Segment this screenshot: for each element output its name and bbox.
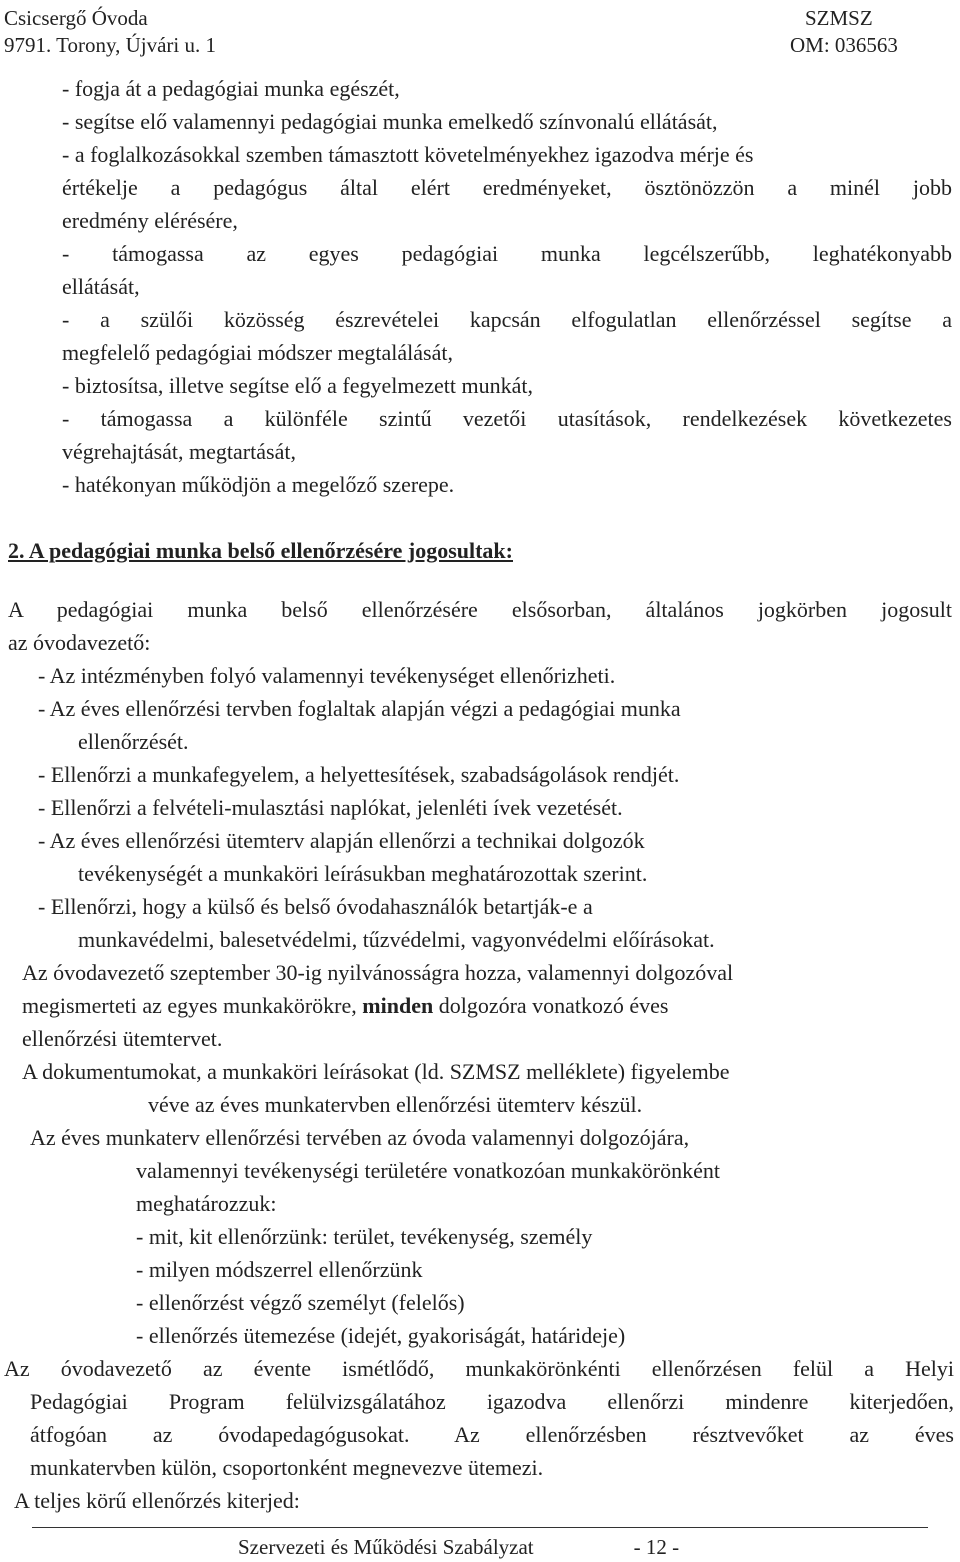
text-line: Az éves munkaterv ellenőrzési tervében az óvoda valamennyi dolgozójára,: [30, 1125, 690, 1150]
text-line: értékelje a pedagógus által elért eredményeket, ösztönözzön a minél jobb: [62, 175, 952, 200]
emphasized-word: minden: [362, 993, 434, 1018]
footer-divider: [32, 1527, 928, 1528]
list-item-continuation: munkavédelmi, balesetvédelmi, tűzvédelmi, vagyonvédelmi előírásokat.: [78, 927, 715, 952]
list-item: - Ellenőrzi, hogy a külső és belső óvodahasználók betartják-e a: [38, 894, 593, 919]
text-segment: dolgozóra vonatkozó éves: [433, 993, 669, 1018]
list-item: - Az intézményben folyó valamennyi tevékenységet ellenőrizheti.: [38, 663, 616, 688]
list-item: - Az éves ellenőrzési ütemterv alapján ellenőrzi a technikai dolgozók: [38, 828, 645, 853]
text-line: - fogja át a pedagógiai munka egészét,: [62, 76, 400, 101]
text-line: ellenőrzési ütemtervet.: [22, 1026, 223, 1051]
text-line: átfogóan az óvodapedagógusokat. Az ellenőrzésben résztvevőket az éves: [30, 1422, 954, 1447]
text-line: A pedagógiai munka belső ellenőrzésére elsősorban, általános jogkörben jogosult: [8, 597, 952, 622]
text-line: - segítse elő valamennyi pedagógiai munka emelkedő színvonalú ellátását,: [62, 109, 718, 134]
text-line: - a foglalkozásokkal szemben támasztott követelményekhez igazodva mérje és: [62, 142, 754, 167]
text-line: - a szülői közösség észrevételei kapcsán elfogulatlan ellenőrzéssel segítse a: [62, 307, 952, 332]
text-line: - hatékonyan működjön a megelőző szerepe.: [62, 472, 455, 497]
text-line: valamennyi tevékenységi területére vonatkozóan munkakörönként: [136, 1158, 721, 1183]
list-item: - milyen módszerrel ellenőrzünk: [136, 1257, 423, 1282]
text-line: A teljes körű ellenőrzés kiterjed:: [14, 1488, 300, 1513]
text-line: ellátását,: [62, 274, 140, 299]
text-line: az óvodavezető:: [8, 630, 151, 655]
header-om-number: OM: 036563: [790, 33, 898, 57]
text-line: meghatározzuk:: [136, 1191, 277, 1216]
list-item-continuation: ellenőrzését.: [78, 729, 189, 754]
text-line: Pedagógiai Program felülvizsgálatához igazodva ellenőrzi mindenre kiterjedően,: [30, 1389, 954, 1414]
list-item-continuation: tevékenységét a munkaköri leírásukban meghatározottak szerint.: [78, 861, 648, 886]
list-item: - mit, kit ellenőrzünk: terület, tevékenység, személy: [136, 1224, 593, 1249]
text-line: munkatervben külön, csoportonként megnevezve ütemezi.: [30, 1455, 544, 1480]
text-line: A dokumentumokat, a munkaköri leírásokat (ld. SZMSZ melléklete) figyelembe: [22, 1059, 730, 1084]
header-address: 9791. Torony, Újvári u. 1: [4, 33, 217, 57]
list-item: - Az éves ellenőrzési tervben foglaltak alapján végzi a pedagógiai munka: [38, 696, 681, 721]
text-segment: megismerteti az egyes munkakörökre,: [22, 993, 363, 1018]
text-line: megfelelő pedagógiai módszer megtalálását,: [62, 340, 453, 365]
list-item: - Ellenőrzi a felvételi-mulasztási naplókat, jelenléti ívek vezetését.: [38, 795, 623, 820]
text-line: - biztosítsa, illetve segítse elő a fegyelmezett munkát,: [62, 373, 534, 398]
page-number: - 12 -: [633, 1535, 680, 1559]
text-line: Az óvodavezető az évente ismétlődő, munkakörönkénti ellenőrzésen felül a Helyi: [4, 1356, 954, 1381]
text-line: - támogassa az egyes pedagógiai munka legcélszerűbb, leghatékonyabb: [62, 241, 952, 266]
text-line-with-emphasis: [22, 993, 668, 1019]
text-line: végrehajtását, megtartását,: [62, 439, 296, 464]
list-item: - ellenőrzést végző személyt (felelős): [136, 1290, 465, 1315]
text-line: véve az éves munkatervben ellenőrzési ütemterv készül.: [148, 1092, 643, 1117]
header-org-name: Csicsergő Óvoda: [4, 6, 148, 30]
header-doc-code: SZMSZ: [805, 6, 873, 30]
footer: [238, 1535, 679, 1559]
text-line: - támogassa a különféle szintű vezetői utasítások, rendelkezések következetes: [62, 406, 952, 431]
section-heading: 2. A pedagógiai munka belső ellenőrzésére jogosultak:: [8, 538, 513, 563]
text-line: Az óvodavezető szeptember 30-ig nyilvánosságra hozza, valamennyi dolgozóval: [22, 960, 734, 985]
text-line: eredmény elérésére,: [62, 208, 238, 233]
footer-title: Szervezeti és Működési Szabályzat: [238, 1535, 534, 1559]
list-item: - ellenőrzés ütemezése (idejét, gyakoriságát, határideje): [136, 1323, 626, 1348]
list-item: - Ellenőrzi a munkafegyelem, a helyettesítések, szabadságolások rendjét.: [38, 762, 680, 787]
